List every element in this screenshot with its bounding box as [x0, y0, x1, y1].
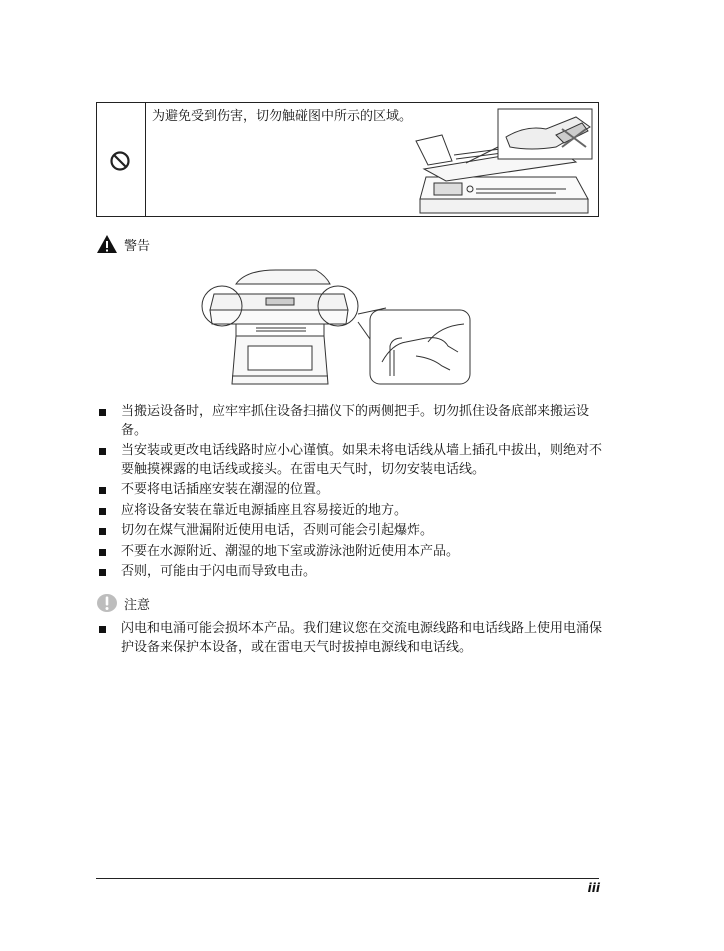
box-text: 为避免受到伤害，切勿触碰图中所示的区域。 [152, 109, 413, 124]
warning-triangle-icon [96, 234, 118, 254]
printer-scanner-illustration [406, 107, 594, 215]
list-item: 不要将电话插座安装在潮湿的位置。 [96, 481, 606, 500]
warning-label: 警告 [124, 238, 151, 254]
prohibition-box [96, 102, 599, 217]
list-item: 切勿在煤气泄漏附近使用电话，否则可能会引起爆炸。 [96, 522, 606, 541]
footer-rule [96, 878, 599, 879]
box-divider [145, 103, 146, 216]
list-item: 不要在水源附近、潮湿的地下室或游泳池附近使用本产品。 [96, 543, 606, 562]
list-item: 闪电和电涌可能会损坏本产品。我们建议您在交流电源线路和电话线路上使用电涌保护设备来保护本设备，或在雷电天气时拔掉电源线和电话线。 [96, 620, 606, 657]
warning-bullet-list [96, 403, 606, 584]
list-item: 当搬运设备时，应牢牢抓住设备扫描仪下的两侧把手。切勿抓住设备底部来搬运设备。 [96, 403, 606, 440]
list-item: 应将设备安装在靠近电源插座且容易接近的地方。 [96, 502, 606, 521]
caution-heading [96, 593, 150, 613]
list-item: 当安装或更改电话线路时应小心谨慎。如果未将电话线从墙上插孔中拔出，则绝对不要触摸裸露的电话线或接头。在雷电天气时，切勿安装电话线。 [96, 442, 606, 479]
warning-heading [96, 234, 150, 254]
page-number: iii [587, 881, 600, 895]
caution-exclamation-icon [96, 593, 118, 613]
caution-bullet-list [96, 620, 606, 659]
prohibit-icon [109, 150, 131, 172]
caution-label: 注意 [124, 597, 151, 613]
printer-handle-illustration [196, 266, 473, 390]
list-item: 否则，可能由于闪电而导致电击。 [96, 563, 606, 582]
